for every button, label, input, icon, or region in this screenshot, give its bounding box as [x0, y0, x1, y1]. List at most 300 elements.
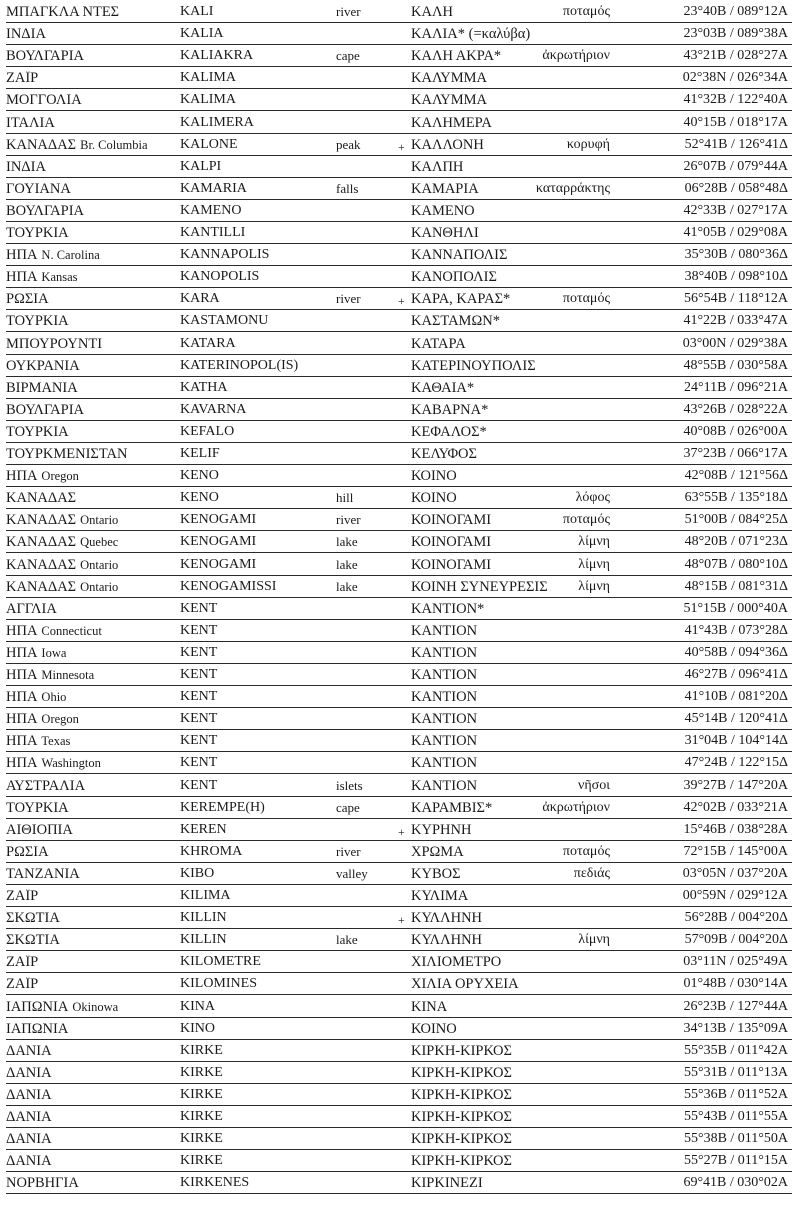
- country-name: ΒΟΥΛΓΑΡΙΑ: [6, 402, 85, 417]
- greek-feature-cell: πεδιάς: [573, 865, 610, 881]
- country-cell: [6, 690, 178, 704]
- greek-name-cell: ΚΑΣΤΑΜΩΝ*: [411, 313, 500, 330]
- table-row: [4, 178, 790, 200]
- place-name-cell: KENT: [180, 733, 218, 749]
- region-name: Oregon: [41, 712, 79, 727]
- place-name-cell: KALPI: [180, 158, 222, 174]
- table-row: [4, 509, 790, 531]
- country-name: ΒΟΥΛΓΑΡΙΑ: [6, 203, 85, 218]
- greek-name-cell: ΧΙΛΙΟΜΕΤΡΟ: [411, 954, 502, 971]
- greek-name-cell: ΚΥΛΙΜΑ: [411, 888, 469, 904]
- table-row: [4, 1084, 790, 1106]
- greek-name-cell: ΚΟΙΝΟ: [411, 468, 457, 485]
- coordinates-cell: 01°48B / 030°14A: [683, 976, 788, 992]
- place-name-cell: KENOGAMISSI: [180, 578, 277, 594]
- region-name: Ohio: [41, 690, 67, 705]
- region-name: Connecticut: [41, 623, 102, 638]
- coordinates-cell: 35°30B / 080°36Δ: [684, 247, 788, 263]
- feature-type-cell: river: [336, 291, 361, 307]
- country-cell: [6, 889, 178, 903]
- greek-name-cell: ΚΑΝΟΠΟΛΙΣ: [411, 269, 497, 286]
- country-name: ΙΝΔΙΑ: [6, 27, 46, 42]
- country-cell: [6, 712, 178, 726]
- country-name: ΖΑΪΡ: [6, 889, 39, 903]
- country-cell: [6, 359, 178, 373]
- country-cell: [6, 204, 178, 218]
- coordinates-cell: 42°33B / 027°17A: [683, 202, 788, 218]
- place-name-cell: KILIMA: [180, 888, 231, 903]
- table-row: [4, 443, 790, 465]
- coordinates-cell: 15°46B / 038°28A: [683, 821, 788, 837]
- country-name: ΚΑΝΑΔΑΣ: [6, 557, 77, 572]
- coordinates-cell: 26°23B / 127°44A: [683, 998, 788, 1014]
- table-row: [4, 1062, 790, 1084]
- country-cell: [6, 602, 178, 616]
- coordinates-cell: 23°40B / 089°12A: [683, 4, 788, 19]
- coordinates-cell: 46°27B / 096°41Δ: [684, 667, 788, 682]
- plus-mark: +: [398, 913, 405, 928]
- greek-name-cell: ΚΑΝΤΙΟΝ*: [411, 600, 485, 617]
- coordinates-cell: 41°10B / 081°20Δ: [684, 689, 788, 705]
- feature-type-cell: river: [336, 512, 361, 528]
- country-name: ΗΠΑ: [6, 469, 38, 484]
- country-cell: [6, 513, 178, 527]
- coordinates-cell: 51°15B / 000°40A: [683, 600, 788, 616]
- region-name: Ontario: [80, 579, 119, 594]
- country-name: ΜΠΑΓΚΛΑ ΝΤΕΣ: [6, 5, 120, 19]
- country-cell: [6, 314, 178, 328]
- table-row: [4, 244, 790, 266]
- table-row: [4, 885, 790, 907]
- country-cell: [6, 646, 178, 660]
- coordinates-cell: 41°43B / 073°28Δ: [684, 622, 788, 638]
- country-name: ΗΠΑ: [6, 270, 38, 285]
- table-row: [4, 112, 790, 134]
- country-cell: [6, 867, 178, 881]
- place-name-cell: KENO: [180, 468, 219, 484]
- greek-name-cell: ΚΑΛΥΜΜΑ: [411, 92, 487, 109]
- place-name-cell: KENO: [180, 490, 219, 506]
- place-name-cell: KALIAKRA: [180, 48, 254, 64]
- table-row: [4, 819, 790, 841]
- coordinates-cell: 40°58B / 094°36Δ: [684, 644, 788, 660]
- coordinates-cell: 34°13B / 135°09A: [683, 1020, 788, 1036]
- region-name: Kansas: [41, 270, 78, 285]
- greek-name-cell: ΚΙΡΚΗ-ΚΙΡΚΟΣ: [411, 1109, 512, 1125]
- place-name-cell: KENT: [180, 600, 218, 616]
- country-cell: [6, 381, 178, 395]
- table-row: [4, 996, 790, 1018]
- place-name-cell: KALIMA: [180, 70, 236, 86]
- place-name-cell: KALI: [180, 4, 214, 19]
- row-underline: [6, 1193, 792, 1194]
- feature-type-cell: islets: [336, 777, 363, 793]
- coordinates-cell: 42°02B / 033°21A: [683, 799, 788, 815]
- country-cell: [6, 1022, 178, 1036]
- place-name-cell: KALIA: [180, 26, 224, 42]
- coordinates-cell: 47°24B / 122°15Δ: [684, 755, 788, 771]
- greek-feature-cell: λίμνη: [578, 578, 610, 594]
- table-row: [4, 907, 790, 929]
- coordinates-cell: 48°15B / 081°31Δ: [684, 578, 788, 594]
- coordinates-cell: 40°15B / 018°17A: [683, 114, 788, 130]
- country-name: ΣΚΩΤΙΑ: [6, 911, 60, 926]
- place-name-cell: KANOPOLIS: [180, 269, 260, 285]
- country-name: ΜΠΟΥΡΟΥΝΤΙ: [6, 336, 103, 351]
- country-name: ΗΠΑ: [6, 645, 38, 660]
- place-name-cell: KILLIN: [180, 910, 227, 926]
- coordinates-cell: 41°22B / 033°47A: [683, 313, 788, 329]
- country-cell: [6, 270, 178, 284]
- greek-name-cell: ΚΟΙΝΟΓΑΜΙ: [411, 512, 492, 529]
- country-name: ΚΑΝΑΔΑΣ: [6, 513, 77, 528]
- coordinates-cell: 48°20B / 071°23Δ: [684, 534, 788, 550]
- country-name: ΣΚΩΤΙΑ: [6, 933, 60, 948]
- place-name-cell: KALONE: [180, 136, 238, 152]
- table-row: [4, 554, 790, 576]
- place-name-cell: KENT: [180, 777, 218, 793]
- coordinates-cell: 03°05N / 037°20A: [682, 865, 788, 881]
- coordinates-cell: 55°36B / 011°52A: [683, 1086, 788, 1102]
- greek-name-cell: ΧΡΩΜΑ: [411, 843, 464, 860]
- table-row: [4, 1, 790, 23]
- place-name-cell: KIRKE: [180, 1131, 223, 1147]
- country-cell: [6, 734, 178, 748]
- place-name-cell: KATHA: [180, 379, 228, 395]
- country-cell: [6, 756, 178, 770]
- country-name: ΔΑΝΙΑ: [6, 1087, 52, 1102]
- country-cell: [6, 823, 178, 837]
- country-name: ΔΑΝΙΑ: [6, 1043, 52, 1058]
- coordinates-cell: 52°41B / 126°41Δ: [684, 136, 788, 152]
- place-name-cell: KENT: [180, 644, 218, 660]
- greek-feature-cell: κορυφή: [566, 136, 610, 152]
- table-row: [4, 752, 790, 774]
- coordinates-cell: 55°35B / 011°42A: [683, 1042, 788, 1058]
- country-name: ΙΝΔΙΑ: [6, 159, 46, 174]
- coordinates-cell: 55°43B / 011°55A: [683, 1109, 788, 1124]
- country-cell: [6, 425, 178, 439]
- place-name-cell: KHROMA: [180, 843, 243, 859]
- greek-name-cell: ΚΑΜΑΡΙΑ: [411, 180, 479, 197]
- greek-name-cell: ΚΟΙΝΟΓΑΜΙ: [411, 556, 492, 573]
- country-name: ΗΠΑ: [6, 690, 38, 705]
- country-name: ΖΑΪΡ: [6, 71, 39, 86]
- table-row: [4, 973, 790, 995]
- place-name-cell: KIRKE: [180, 1042, 223, 1058]
- coordinates-cell: 48°55B / 030°58A: [683, 357, 788, 373]
- coordinates-cell: 06°28B / 058°48Δ: [684, 180, 788, 196]
- country-cell: [6, 1110, 178, 1124]
- country-cell: [6, 1154, 178, 1168]
- table-row: [4, 686, 790, 708]
- feature-type-cell: falls: [336, 180, 359, 196]
- coordinates-cell: 45°14B / 120°41Δ: [684, 711, 788, 727]
- greek-name-cell: ΚΟΙΝΟ: [411, 490, 457, 507]
- coordinates-cell: 02°38N / 026°34A: [682, 70, 788, 86]
- country-cell: [6, 668, 178, 682]
- greek-name-cell: ΚΥΛΛΗΝΗ: [411, 932, 483, 949]
- place-name-cell: KANTILLI: [180, 225, 246, 240]
- greek-feature-cell: λόφος: [575, 490, 610, 506]
- place-name-cell: KAMARIA: [180, 180, 247, 196]
- greek-feature-cell: ποταμός: [562, 843, 610, 859]
- country-name: ΤΟΥΡΚΙΑ: [6, 800, 69, 815]
- country-cell: [6, 226, 178, 240]
- table-row: [4, 620, 790, 642]
- place-name-cell: KINO: [180, 1020, 215, 1036]
- place-name-cell: KILLIN: [180, 932, 227, 948]
- greek-name-cell: ΚΑΡΑΜΒΙΣ*: [411, 799, 493, 816]
- feature-type-cell: peak: [336, 136, 361, 152]
- coordinates-cell: 55°31B / 011°13A: [683, 1064, 788, 1080]
- country-name: ΖΑΪΡ: [6, 955, 39, 970]
- greek-name-cell: ΚΑΜΕΝΟ: [411, 202, 475, 219]
- feature-type-cell: cape: [336, 48, 360, 64]
- country-name: ΔΑΝΙΑ: [6, 1132, 52, 1147]
- table-row: [4, 399, 790, 421]
- place-name-cell: KIBO: [180, 865, 215, 881]
- country-cell: [6, 337, 178, 351]
- table-row: [4, 1018, 790, 1040]
- country-name: ΤΟΥΡΚΙΑ: [6, 314, 69, 329]
- greek-feature-cell: λίμνη: [578, 534, 610, 550]
- country-cell: [6, 933, 178, 947]
- table-row: [4, 531, 790, 553]
- country-name: ΗΠΑ: [6, 712, 38, 727]
- feature-type-cell: river: [336, 843, 361, 859]
- greek-name-cell: ΚΑΝΝΑΠΟΛΙΣ: [411, 247, 508, 264]
- table-row: [4, 1128, 790, 1150]
- table-row: [4, 1106, 790, 1128]
- country-name: ΗΠΑ: [6, 756, 38, 771]
- country-cell: [6, 116, 178, 130]
- coordinates-cell: 37°23B / 066°17A: [683, 446, 788, 461]
- greek-name-cell: ΚΑΝΤΙΟΝ: [411, 622, 478, 639]
- greek-name-cell: ΚΙΡΚΙΝΕΖΙ: [411, 1175, 483, 1192]
- place-name-cell: KASTAMONU: [180, 313, 269, 329]
- place-name-cell: KIRKE: [180, 1064, 223, 1080]
- region-name: Iowa: [41, 645, 67, 660]
- country-name: ΒΙΡΜΑΝΙΑ: [6, 380, 78, 395]
- country-cell: [6, 558, 178, 572]
- place-name-cell: KEREN: [180, 821, 227, 837]
- table-row: [4, 951, 790, 973]
- greek-name-cell: ΚΑΤΑΡΑ: [411, 335, 466, 352]
- table-row: [4, 730, 790, 752]
- country-cell: [6, 248, 178, 262]
- greek-name-cell: ΚΑΝΤΙΟΝ: [411, 711, 478, 728]
- coordinates-cell: 00°59N / 029°12A: [682, 888, 788, 903]
- greek-name-cell: ΚΑΛΛΟΝΗ: [411, 136, 484, 153]
- coordinates-cell: 24°11B / 096°21A: [683, 379, 788, 395]
- coordinates-cell: 26°07B / 079°44A: [683, 158, 788, 174]
- place-name-cell: KEFALO: [180, 423, 235, 439]
- table-row: [4, 355, 790, 377]
- place-name-cell: KIRKE: [180, 1153, 223, 1169]
- country-name: ΡΩΣΙΑ: [6, 844, 49, 859]
- region-name: Minnesota: [41, 668, 95, 682]
- greek-name-cell: ΚΑΝΤΙΟΝ: [411, 644, 478, 661]
- place-name-cell: KATERINOPOL(IS): [180, 357, 299, 373]
- coordinates-cell: 40°08B / 026°00A: [683, 423, 788, 439]
- place-name-cell: KINA: [180, 998, 215, 1014]
- country-name: ΔΑΝΙΑ: [6, 1110, 52, 1124]
- country-name: ΔΑΝΙΑ: [6, 1065, 52, 1080]
- place-name-cell: KENOGAMI: [180, 556, 257, 572]
- feature-type-cell: river: [336, 4, 361, 19]
- country-cell: [6, 469, 178, 483]
- country-cell: [6, 403, 178, 417]
- place-name-cell: KALIMA: [180, 92, 236, 108]
- place-name-cell: KENT: [180, 711, 218, 727]
- country-name: ΚΑΝΑΔΑΣ: [6, 579, 77, 594]
- feature-type-cell: lake: [336, 932, 358, 948]
- greek-feature-cell: ἀκρωτήριον: [542, 799, 610, 815]
- table-row: [4, 156, 790, 178]
- greek-feature-cell: ποταμός: [562, 291, 610, 307]
- table-row: [4, 863, 790, 885]
- country-name: ΗΠΑ: [6, 623, 38, 638]
- place-name-cell: KENT: [180, 622, 218, 638]
- country-cell: [6, 624, 178, 638]
- table-row: [4, 598, 790, 620]
- greek-name-cell: ΚΥΒΟΣ: [411, 865, 461, 882]
- feature-type-cell: lake: [336, 556, 358, 572]
- greek-name-cell: ΚΥΡΗΝΗ: [411, 821, 472, 838]
- country-cell: [6, 977, 178, 991]
- coordinates-cell: 56°28B / 004°20Δ: [684, 910, 788, 926]
- country-name: ΚΑΝΑΔΑΣ: [6, 491, 77, 506]
- country-cell: [6, 1044, 178, 1058]
- place-name-cell: KIRKE: [180, 1109, 223, 1124]
- coordinates-cell: 48°07B / 080°10Δ: [684, 556, 788, 572]
- country-name: ΑΙΘΙΟΠΙΑ: [6, 822, 73, 837]
- coordinates-cell: 03°11N / 025°49A: [683, 954, 788, 970]
- country-cell: [6, 845, 178, 859]
- region-name: Oregon: [41, 469, 79, 484]
- table-row: [4, 1172, 790, 1194]
- country-name: ΤΟΥΡΚΙΑ: [6, 226, 69, 240]
- greek-name-cell: ΚΙΡΚΗ-ΚΙΡΚΟΣ: [411, 1131, 512, 1148]
- place-name-cell: KENT: [180, 667, 218, 682]
- greek-name-cell: ΚΑΝΤΙΟΝ: [411, 667, 478, 683]
- table-row: [4, 288, 790, 310]
- place-name-cell: KARA: [180, 291, 220, 307]
- country-cell: [6, 779, 178, 793]
- coordinates-cell: 31°04B / 104°14Δ: [684, 733, 788, 749]
- country-name: ΗΠΑ: [6, 248, 38, 263]
- country-cell: [6, 93, 178, 107]
- country-cell: [6, 911, 178, 925]
- country-cell: [6, 801, 178, 815]
- place-name-cell: KENT: [180, 755, 218, 771]
- coordinates-cell: 41°05B / 029°08A: [683, 225, 788, 240]
- greek-feature-cell: ποταμός: [562, 4, 610, 19]
- table-row: [4, 487, 790, 509]
- plus-mark: +: [398, 294, 405, 309]
- coordinates-cell: 23°03B / 089°38A: [683, 26, 788, 42]
- coordinates-cell: 56°54B / 118°12A: [683, 291, 788, 307]
- table-row: [4, 929, 790, 951]
- country-name: ΑΓΓΛΙΑ: [6, 601, 57, 616]
- table-row: [4, 421, 790, 443]
- feature-type-cell: lake: [336, 534, 358, 550]
- region-name: Washington: [41, 756, 101, 771]
- greek-feature-cell: ἀκρωτήριον: [542, 48, 610, 64]
- table-row: [4, 67, 790, 89]
- country-name: ΟΥΚΡΑΝΙΑ: [6, 358, 80, 373]
- country-name: ΔΑΝΙΑ: [6, 1154, 52, 1169]
- place-name-cell: KELIF: [180, 446, 220, 461]
- country-cell: [6, 182, 178, 196]
- place-name-cell: KAVARNA: [180, 401, 247, 417]
- greek-name-cell: ΚΑΛΥΜΜΑ: [411, 70, 487, 87]
- table-row: [4, 333, 790, 355]
- table-row: [4, 664, 790, 686]
- greek-feature-cell: λίμνη: [578, 556, 610, 572]
- coordinates-cell: 55°38B / 011°50A: [683, 1131, 788, 1147]
- region-name: Ontario: [80, 557, 119, 572]
- coordinates-cell: 38°40B / 098°10Δ: [684, 269, 788, 285]
- greek-name-cell: ΚΑΤΕΡΙΝΟΥΠΟΛΙΣ: [411, 357, 536, 374]
- coordinates-cell: 55°27B / 011°15A: [683, 1153, 788, 1169]
- country-name: ΤΟΥΡΚΙΑ: [6, 424, 69, 439]
- table-row: [4, 310, 790, 332]
- greek-name-cell: ΚΥΛΛΗΝΗ: [411, 910, 483, 927]
- country-name: ΜΟΓΓΟΛΙΑ: [6, 93, 82, 108]
- country-name: ΝΟΡΒΗΓΙΑ: [6, 1176, 79, 1191]
- greek-name-cell: ΚΑΘΑΙΑ*: [411, 379, 475, 396]
- country-name: ΚΑΝΑΔΑΣ: [6, 535, 77, 550]
- greek-name-cell: ΚΑΝΤΙΟΝ: [411, 755, 478, 772]
- feature-type-cell: cape: [336, 799, 360, 815]
- country-cell: [6, 491, 178, 505]
- country-cell: [6, 27, 178, 41]
- greek-name-cell: ΧΙΛΙΑ ΟΡΥΧΕΙΑ: [411, 976, 519, 993]
- place-name-cell: KAMENO: [180, 202, 242, 218]
- country-name: ΡΩΣΙΑ: [6, 292, 49, 307]
- region-name: Ontario: [80, 513, 119, 528]
- country-cell: [6, 5, 178, 19]
- place-name-cell: KEREMPE(H): [180, 799, 265, 815]
- table-row: [4, 23, 790, 45]
- table-row: [4, 377, 790, 399]
- table-row: [4, 1040, 790, 1062]
- table-row: [4, 89, 790, 111]
- place-name-cell: KENT: [180, 689, 218, 705]
- table-row: [4, 797, 790, 819]
- coordinates-cell: 42°08B / 121°56Δ: [684, 468, 788, 484]
- greek-name-cell: ΚΑΛΗ: [411, 4, 453, 20]
- region-name: Br. Columbia: [80, 137, 148, 152]
- coordinates-cell: 41°32B / 122°40A: [683, 92, 788, 108]
- greek-feature-cell: ποταμός: [562, 512, 610, 528]
- greek-name-cell: ΚΑΡΑ, ΚΑΡΑΣ*: [411, 291, 511, 308]
- table-row: [4, 465, 790, 487]
- table-row: [4, 576, 790, 598]
- place-name-cell: KATARA: [180, 335, 236, 351]
- coordinates-cell: 57°09B / 004°20Δ: [684, 932, 788, 948]
- place-name-cell: KILOMINES: [180, 976, 257, 992]
- place-name-cell: KENOGAMI: [180, 534, 257, 550]
- country-cell: [6, 955, 178, 969]
- greek-name-cell: ΚΕΦΑΛΟΣ*: [411, 423, 487, 440]
- feature-type-cell: hill: [336, 490, 354, 506]
- country-name: ΙΑΠΩΝΙΑ: [6, 999, 69, 1014]
- place-name-cell: KENOGAMI: [180, 512, 257, 528]
- greek-feature-cell: λίμνη: [578, 932, 610, 948]
